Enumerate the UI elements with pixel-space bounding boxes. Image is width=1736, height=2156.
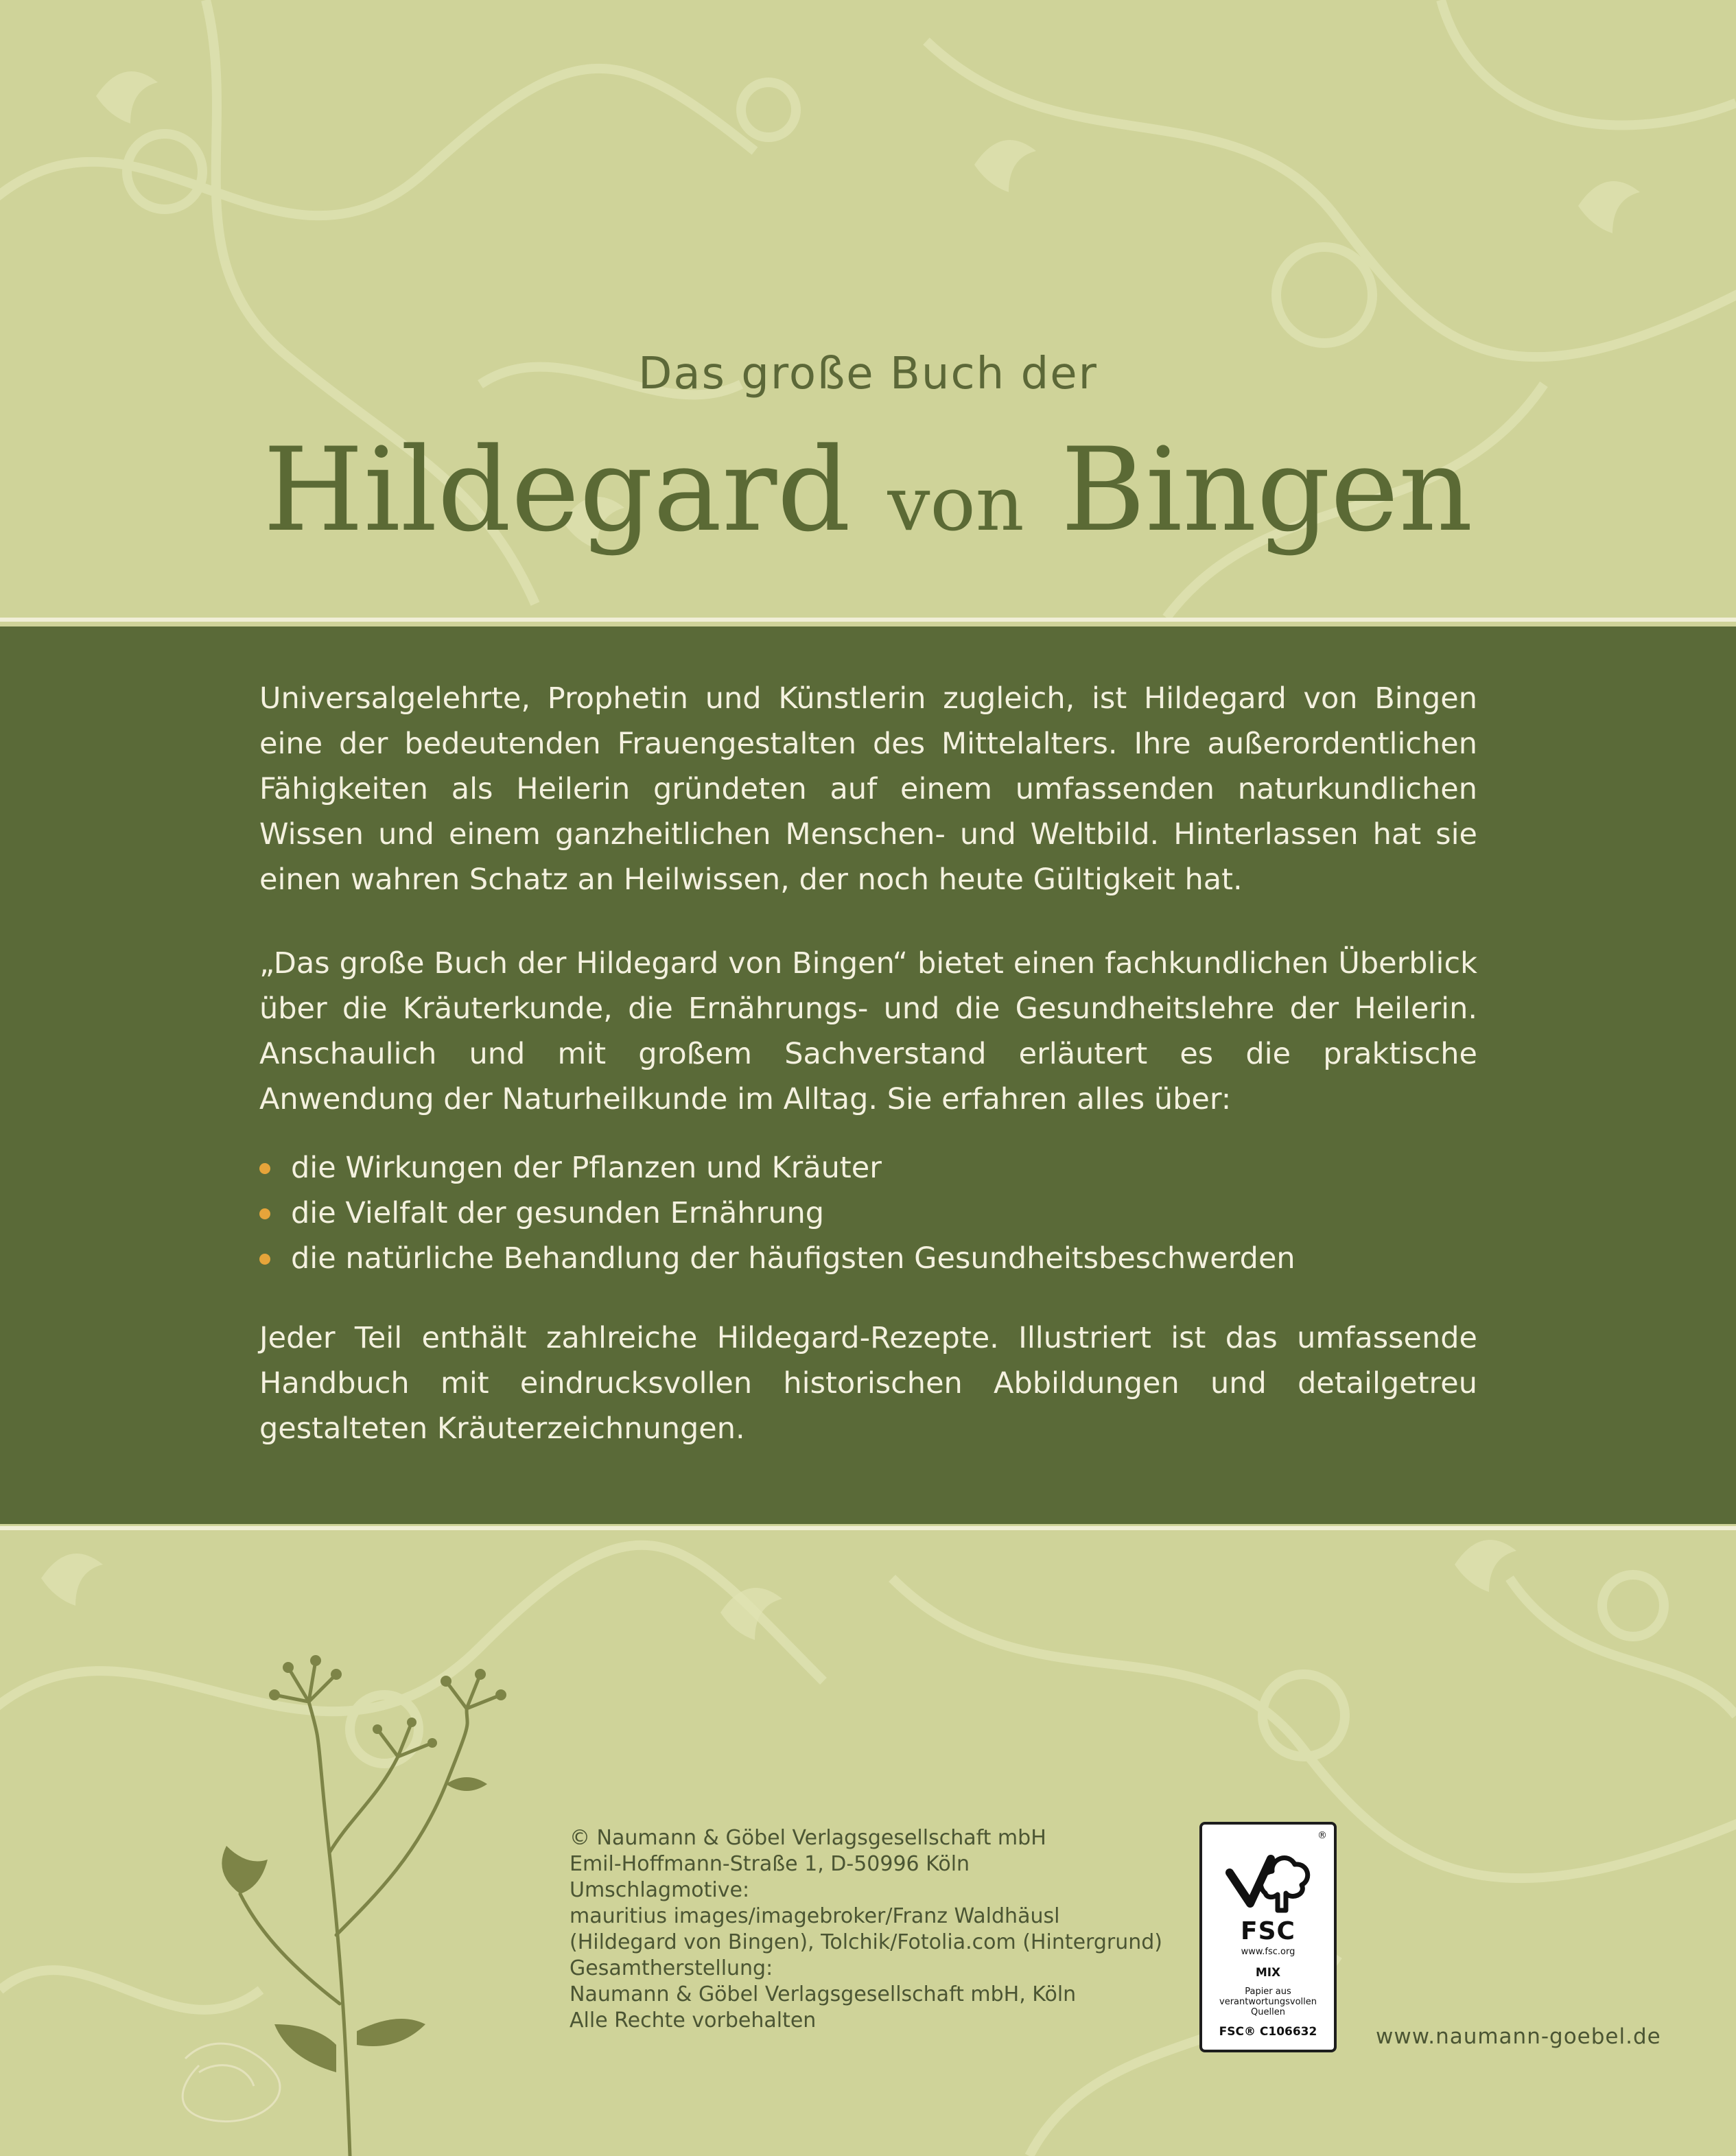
band-top-rule bbox=[0, 618, 1736, 622]
imprint-line: Gesamtherstellung: bbox=[570, 1956, 773, 1980]
blurb-text bbox=[259, 676, 1477, 1451]
imprint-line: (Hildegard von Bingen), Tolchik/Fotolia.com (Hintergrund) bbox=[570, 1930, 1163, 1954]
bullet-dot-icon bbox=[259, 1208, 270, 1219]
list-item: die natürliche Behandlung der häufigsten Gesundheitsbeschwerden bbox=[259, 1236, 1477, 1281]
imprint bbox=[570, 1825, 1187, 2034]
title-part2: Bingen bbox=[1060, 423, 1473, 557]
topic-list bbox=[259, 1145, 1477, 1281]
bullet-dot-icon bbox=[259, 1163, 270, 1174]
fsc-url: www.fsc.org bbox=[1241, 1947, 1295, 1957]
imprint-line: mauritius images/imagebroker/Franz Waldhäusl bbox=[570, 1904, 1060, 1928]
fsc-mix-label: MIX bbox=[1255, 1966, 1281, 1980]
book-title bbox=[0, 423, 1736, 557]
band-bottom-rule bbox=[0, 1526, 1736, 1530]
fsc-logo-text: FSC bbox=[1241, 1917, 1295, 1945]
imprint-line: Alle Rechte vorbehalten bbox=[570, 2008, 817, 2032]
fsc-license-code: FSC® C106632 bbox=[1219, 2025, 1317, 2039]
fsc-registered-mark: ® bbox=[1317, 1830, 1327, 1841]
imprint-line: Naumann & Göbel Verlagsgesellschaft mbH, Köln bbox=[570, 1982, 1077, 2006]
fsc-tree-check-icon bbox=[1223, 1845, 1313, 1914]
blurb-paragraph-1: Universalgelehrte, Prophetin und Künstlerin zugleich, ist Hildegard von Bingen eine der bedeutenden Frauengestalten des Mittelalters. Ihre außerordentlichen Fähigkeiten als Heilerin gründeten auf einem umfassenden naturkundlichen Wissen und einem ganzheitlichen Menschen- und Weltbild. Hinterlassen hat sie einen wahren Schatz an Heilwissen, der noch heute Gültigkeit hat. bbox=[259, 681, 1477, 897]
fsc-label bbox=[1199, 1822, 1337, 2052]
herb-illustration bbox=[172, 1647, 556, 2156]
publisher-website: www.naumann-goebel.de bbox=[1376, 2024, 1661, 2049]
title-von: von bbox=[887, 460, 1024, 548]
list-item: die Vielfalt der gesunden Ernährung bbox=[259, 1191, 1477, 1236]
fsc-description: Papier aus verantwortungsvollen Quellen bbox=[1219, 1987, 1317, 2017]
book-subtitle: Das große Buch der bbox=[638, 349, 1098, 399]
imprint-line: © Naumann & Göbel Verlagsgesellschaft mbH bbox=[570, 1826, 1046, 1850]
blurb-paragraph-3: Jeder Teil enthält zahlreiche Hildegard-Rezepte. Illustriert ist das umfassende Handbuch mit eindrucksvollen historischen Abbildungen und detailgetreu gestalteten Kräuterzeichnungen. bbox=[259, 1321, 1477, 1446]
blurb-paragraph-2: „Das große Buch der Hildegard von Bingen“ bietet einen fachkundlichen Überblick über die Kräuterkunde, die Ernährungs- und die Gesundheitslehre der Heilerin. Anschaulich und mit großem Sachverstand erläutert es die praktische Anwendung der Naturheilkunde im Alltag. Sie erfahren alles über: bbox=[259, 946, 1477, 1116]
imprint-line: Emil-Hoffmann-Straße 1, D-50996 Köln bbox=[570, 1852, 970, 1876]
bullet-dot-icon bbox=[259, 1254, 270, 1265]
imprint-line: Umschlagmotive: bbox=[570, 1878, 750, 1902]
list-item: die Wirkungen der Pflanzen und Kräuter bbox=[259, 1145, 1477, 1191]
title-part1: Hildegard bbox=[263, 423, 851, 557]
